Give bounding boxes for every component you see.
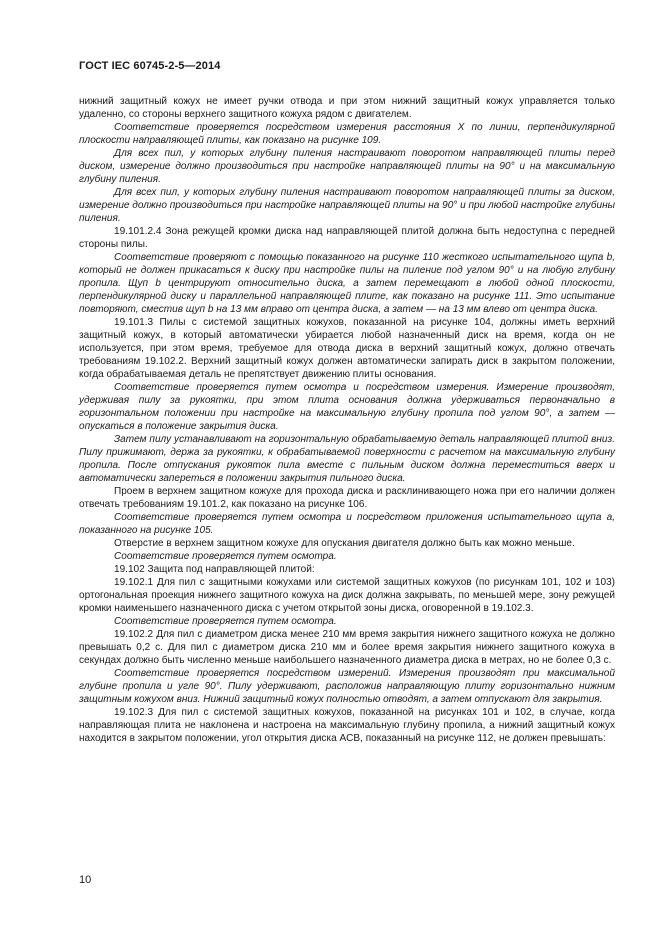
compliance-paragraph: Соответствие проверяют с помощью показанного на рисунке 110 жесткого испытательного щупа b, который не должен прикасаться к диску при настройке пилы на пиление под углом 90° и на любую глубину пропила. Щуп b центрируют относительно диска, а затем перемещают в любой одной плоскости, перпендикулярной диску и параллельной направляющей плите, как показано на рисунке 111. Это испытание повторяют, сместив щуп b на 13 мм вправо от центра диска, а затем — на 13 мм влево от центра диска. xyxy=(79,252,615,315)
compliance-paragraph: Соответствие проверяется путем осмотра и посредством приложения испытательного щупа a, показанного на рисунке 105. xyxy=(79,512,615,536)
compliance-paragraph: Соответствие проверяется путем осмотра. xyxy=(114,551,337,562)
paragraph: 19.102.1 Для пил с защитными кожухами или системой защитных кожухов (по рисункам 101, 102 и 103) ортогональная проекция нижнего защитного кожуха на диск должна закрывать, по меньшей мере, зону режущей кромки наименьшего назначенного диска с учетом открытой зоны диска, оговоренной в 19.102.3. xyxy=(79,577,615,614)
compliance-paragraph: Для всех пил, у которых глубину пиления настраивают поворотом направляющей плиты перед диском, измерение должно производиться при настройке направляющей плиты на 90° и на максимальную глубину пиления. xyxy=(79,148,615,185)
compliance-paragraph: Затем пилу устанавливают на горизонтальную обрабатываемую деталь направляющей плитой вниз. Пилу прижимают, держа за рукоятки, к обрабатываемой поверхности с расчетом на максимальную глубину пропила. После отпускания рукояток пила вместе с пильным диском должна переместиться вверх и автоматически запереться в положении закрытия пильного диска. xyxy=(79,434,615,484)
paragraph: Проем в верхнем защитном кожухе для прохода диска и расклинивающего ножа при его наличии должен отвечать требованиям 19.101.2, как показано на рисунке 106. xyxy=(79,486,615,510)
compliance-paragraph: Соответствие проверяется посредством измерения расстояния X по линии, перпендикулярной плоскости направляющей плиты, как показано на рисунке 109. xyxy=(79,122,615,146)
document-body xyxy=(79,95,615,745)
compliance-paragraph: Для всех пил, у которых глубину пиления настраивают поворотом направляющей плиты за диском, измерение должно производиться при настройке направляющей плиты на 90° и при любой настройке глубины пиления. xyxy=(79,187,615,224)
paragraph: 19.101.2.4 Зона режущей кромки диска над направляющей плитой должна быть недоступна с передней стороны пилы. xyxy=(79,226,615,250)
paragraph: нижний защитный кожух не имеет ручки отвода и при этом нижний защитный кожух управляется только удаленно, со стороны верхнего защитного кожуха рядом с двигателем. xyxy=(79,96,615,120)
page-number: 10 xyxy=(79,874,92,886)
compliance-paragraph: Соответствие проверяется путем осмотра. xyxy=(114,616,337,627)
paragraph: Отверстие в верхнем защитном кожухе для опускания двигателя должно быть как можно меньше. xyxy=(114,538,575,549)
document-header: ГОСТ IEC 60745-2-5—2014 xyxy=(79,60,221,72)
paragraph: 19.101.3 Пилы с системой защитных кожухов, показанной на рисунке 104, должны иметь верхний защитный кожух, в который автоматически убирается любой назначенный диск на время, когда он не используется, при этом время, требуемое для отвода диска в верхний защитный кожух, должно отвечать требованиям 19.102.2. Верхний защитный кожух должен автоматически запирать диск в закрытом положении, когда обрабатываемая деталь не препятствует движению плиты основания. xyxy=(79,317,615,380)
compliance-paragraph: Соответствие проверяется посредством измерений. Измерения производят при максимальной глубине пропила и угле 90°. Пилу удерживают, расположив направляющую плиту горизонтально нижним защитным кожухом вниз. Нижний защитный кожух полностью отводят, а затем отпускают для закрытия. xyxy=(79,668,615,705)
paragraph: 19.102.2 Для пил с диаметром диска менее 210 мм время закрытия нижнего защитного кожуха не должно превышать 0,2 с. Для пил с диаметром диска 210 мм и более время закрытия нижнего защитного кожуха в секундах должно быть численно меньше наибольшего назначенного диаметра диска в метрах, но не более 0,3 с. xyxy=(79,629,615,666)
compliance-paragraph: Соответствие проверяется путем осмотра и посредством измерения. Измерение производят, удерживая пилу за рукоятки, при этом плита основания должна удерживаться первоначально в горизонтальном положении при настройке на максимальную глубину пропила под углом 90°, а затем — опускаться в положение закрытия диска. xyxy=(79,382,615,432)
paragraph: 19.102 Защита под направляющей плитой: xyxy=(114,564,315,575)
paragraph: 19.102.3 Для пил с системой защитных кожухов, показанной на рисунках 101 и 102, в случае, когда направляющая плита не наклонена и настроена на максимальную глубину пропила, а нижний защитный кожух находится в закрытом положении, угол открытия диска ACB, показанный на рисунке 112, не должен превышать: xyxy=(79,707,615,744)
